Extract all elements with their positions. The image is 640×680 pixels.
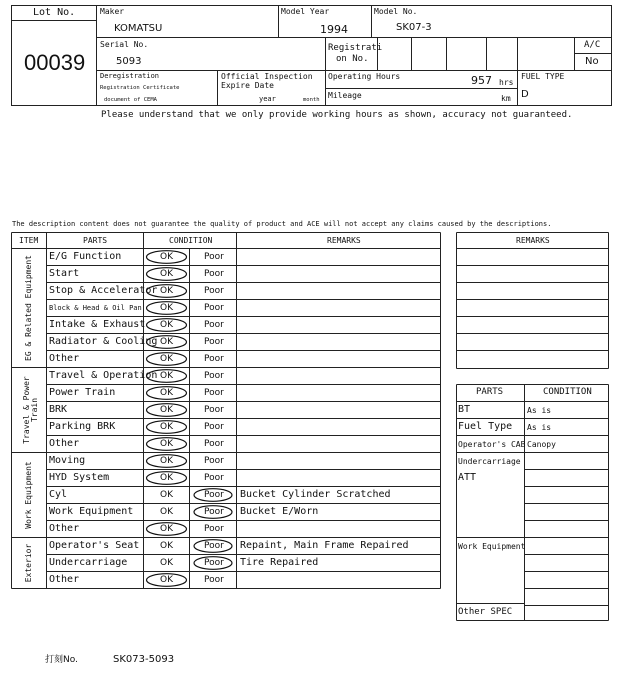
poor-option[interactable]: Poor: [204, 489, 224, 500]
part-label: Operator's Seat: [49, 539, 140, 551]
poor-option[interactable]: Poor: [204, 336, 224, 347]
right-part-label: Operator's CAB: [458, 439, 526, 449]
ac-label: A/C: [584, 40, 601, 50]
serial-no-label: Serial No.: [100, 40, 149, 49]
maker-value: KOMATSU: [114, 23, 163, 34]
fuel-type-label: FUEL TYPE: [521, 72, 565, 81]
official-inspection-label: Official Inspection: [221, 72, 313, 81]
lot-no-value: 00039: [24, 50, 86, 75]
model-no-value: SK07-3: [396, 22, 432, 33]
col-parts-header: PARTS: [83, 236, 108, 245]
ok-option[interactable]: OK: [160, 455, 173, 466]
part-label: Moving: [49, 454, 86, 466]
part-label: HYD System: [49, 471, 110, 483]
group-label: EG & Related Equipment: [24, 255, 33, 361]
maker-label: Maker: [100, 7, 125, 16]
part-label: BRK: [49, 403, 68, 415]
serial-no-value: 5093: [116, 56, 142, 67]
work-equipment-label: Work Equipment: [458, 542, 526, 551]
ok-option[interactable]: OK: [160, 472, 173, 483]
remark-text: Bucket Cylinder Scratched: [240, 488, 391, 500]
right-condition-value: As is: [527, 422, 552, 432]
part-label: Cyl: [49, 488, 68, 500]
remarks-title-right: REMARKS: [516, 236, 550, 245]
group-label: Exterior: [24, 543, 33, 583]
operating-hours-value: 957: [471, 74, 492, 87]
ok-option[interactable]: OK: [160, 404, 173, 415]
model-year-value: 1994: [320, 23, 348, 36]
poor-option[interactable]: Poor: [204, 353, 224, 364]
ac-value: No: [585, 56, 599, 67]
part-label: Start: [49, 267, 80, 279]
poor-option[interactable]: Poor: [204, 251, 224, 262]
poor-option[interactable]: Poor: [204, 455, 224, 466]
month-label: month: [303, 97, 320, 103]
registration-label-2: on No.: [336, 54, 369, 64]
disclaimer: The description content does not guarantee the quality of product and ACE will not accept any claims caused by the descriptions.: [12, 220, 552, 228]
part-label: Intake & Exhaust: [49, 318, 146, 330]
ok-option[interactable]: OK: [160, 523, 173, 534]
poor-option[interactable]: Poor: [204, 523, 224, 534]
other-spec-label: Other SPEC: [458, 607, 513, 617]
mileage-label: Mileage: [328, 91, 362, 100]
right-part-label: Fuel Type: [458, 420, 513, 432]
ok-option[interactable]: OK: [160, 489, 173, 500]
ok-option[interactable]: OK: [160, 438, 173, 449]
group-label: Work Equipment: [24, 461, 33, 529]
part-label: Other: [49, 573, 80, 585]
ok-option[interactable]: OK: [160, 336, 173, 347]
document-cema-label: document of CEMA: [104, 97, 157, 103]
part-label: E/G Function: [49, 250, 122, 262]
expire-date-label: Expire Date: [221, 81, 274, 90]
condition-title: CONDITION: [543, 387, 592, 397]
remark-text: Tire Repaired: [240, 556, 319, 568]
model-year-label: Model Year: [281, 7, 330, 16]
fuel-type-value: D: [521, 89, 529, 100]
deregistration-label: Deregistration: [100, 72, 160, 80]
part-label: Power Train: [49, 386, 116, 398]
group-label-line2: Train: [30, 397, 39, 423]
ok-option[interactable]: OK: [160, 285, 173, 296]
part-label: Radiator & Cooling: [49, 335, 158, 347]
poor-option[interactable]: Poor: [204, 574, 224, 585]
ok-option[interactable]: OK: [160, 557, 173, 568]
col-condition-header: CONDITION: [169, 236, 213, 245]
parts-title: PARTS: [476, 387, 504, 397]
right-part-label: BT: [458, 403, 471, 415]
col-item-header: ITEM: [19, 236, 39, 245]
remark-text: Repaint, Main Frame Repaired: [240, 539, 409, 551]
col-remarks-header: REMARKS: [327, 236, 361, 245]
ok-option[interactable]: OK: [160, 574, 173, 585]
poor-option[interactable]: Poor: [204, 268, 224, 279]
registration-label: Registrati: [328, 43, 383, 53]
part-label: Undercarriage: [49, 556, 128, 568]
engraving-value: SK073-5093: [113, 654, 175, 665]
part-label: Other: [49, 437, 80, 449]
poor-option[interactable]: Poor: [204, 370, 224, 381]
poor-option[interactable]: Poor: [204, 302, 224, 313]
poor-option[interactable]: Poor: [204, 472, 224, 483]
ok-option[interactable]: OK: [160, 319, 173, 330]
poor-option[interactable]: Poor: [204, 557, 224, 568]
right-part-label: Undercarriage: [458, 456, 521, 466]
operating-hours-label: Operating Hours: [328, 72, 401, 81]
part-label: Other: [49, 352, 80, 364]
ok-option[interactable]: OK: [160, 353, 173, 364]
registration-certificate-label: Registration Certificate: [100, 85, 180, 91]
ok-option[interactable]: OK: [160, 540, 173, 551]
part-label: Other: [49, 522, 80, 534]
right-condition-value: Canopy: [527, 439, 556, 449]
poor-option[interactable]: Poor: [204, 506, 224, 517]
ok-option[interactable]: OK: [160, 302, 173, 313]
right-part-label: ATT: [458, 471, 477, 483]
poor-option[interactable]: Poor: [204, 319, 224, 330]
model-no-label: Model No.: [374, 7, 418, 16]
part-label: Travel & Operation: [49, 369, 158, 381]
ok-option[interactable]: OK: [160, 387, 173, 398]
group-label-line1: Travel & Power: [22, 376, 31, 444]
part-label: Parking BRK: [49, 420, 116, 432]
poor-option[interactable]: Poor: [204, 404, 224, 415]
part-label: Work Equipment: [49, 505, 134, 517]
poor-option[interactable]: Poor: [204, 387, 224, 398]
km-label: km: [501, 94, 511, 103]
year-label: year: [259, 95, 276, 103]
ok-option[interactable]: OK: [160, 370, 173, 381]
hrs-label: hrs: [499, 78, 514, 87]
part-label: Block & Head & Oil Pan: [49, 303, 142, 312]
remark-text: Bucket E/Worn: [240, 505, 319, 517]
lot-no-label: Lot No.: [33, 7, 76, 18]
poor-option[interactable]: Poor: [204, 421, 224, 432]
engraving-label: 打刻No.: [45, 655, 78, 665]
ok-option[interactable]: OK: [160, 251, 173, 262]
poor-option[interactable]: Poor: [204, 285, 224, 296]
ok-option[interactable]: OK: [160, 421, 173, 432]
ok-option[interactable]: OK: [160, 506, 173, 517]
ok-option[interactable]: OK: [160, 268, 173, 279]
poor-option[interactable]: Poor: [204, 540, 224, 551]
part-label: Stop & Accelerator: [49, 284, 158, 296]
right-condition-value: As is: [527, 405, 552, 415]
accuracy-notice: Please understand that we only provide working hours as shown, accuracy not guaranteed.: [101, 110, 573, 120]
poor-option[interactable]: Poor: [204, 438, 224, 449]
